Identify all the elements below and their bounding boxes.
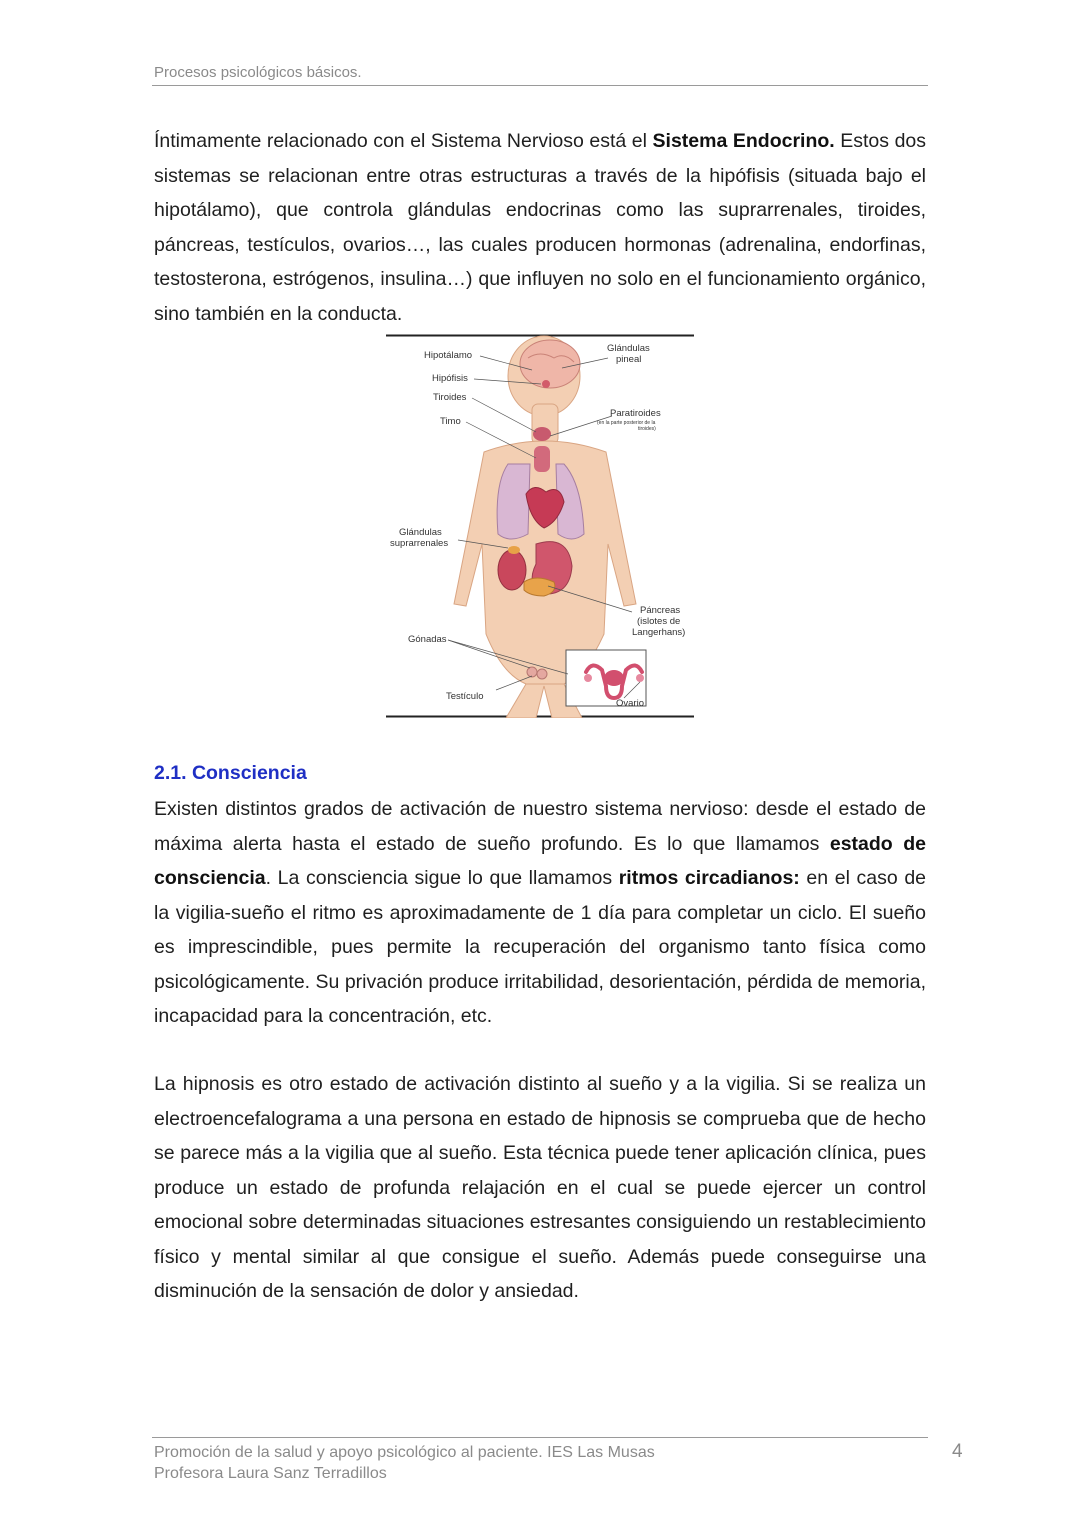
footer-line-1: Promoción de la salud y apoyo psicológico al paciente. IES Las Musas <box>154 1444 655 1461</box>
label-glandulas-pineal-2: pineal <box>616 354 642 365</box>
footer-line-2: Profesora Laura Sanz Terradillos <box>154 1465 387 1482</box>
page-footer <box>154 1442 655 1484</box>
label-suprarrenales-1: Glándulas <box>399 527 442 538</box>
brain-shape <box>520 340 580 388</box>
page-number: 4 <box>952 1441 963 1462</box>
intro-text-2: Estos dos sistemas se relacionan entre otras estructuras a través de la hipófisis (situada bajo el hipotálamo), que controla glándulas endocrinas como las suprarrenales, tiroides, páncreas, testículos, ovarios…, las cuales producen hormonas (adrenalina, endorfinas, testosterona, estrógenos, insulina…) que influyen no solo en el funcionamiento orgánico, sino también en la conducta. <box>154 130 927 325</box>
label-tiroides: Tiroides <box>433 392 467 403</box>
consciencia-paragraph <box>154 792 926 1034</box>
intro-bold-term: Sistema Endocrino. <box>652 130 835 152</box>
label-testiculo: Testículo <box>446 691 484 702</box>
hipnosis-paragraph <box>154 1067 926 1309</box>
label-hipotalamo: Hipotálamo <box>424 350 473 361</box>
testis-shape <box>527 667 537 677</box>
label-paratiroides-note-1: (en la parte posterior de la <box>597 420 656 426</box>
label-paratiroides: Paratiroides <box>610 408 661 419</box>
label-glandulas-pineal-1: Glándulas <box>607 343 650 354</box>
consciencia-text-3: en el caso de la vigilia-sueño el ritmo es aproximadamente de 1 día para completar un ciclo. El sueño es imprescindible, pues permite la recuperación del organismo tanto física como psicológicamente. Su privación produce irritabilidad, desorientación, pérdida de memoria, incapacidad para la concentración, etc. <box>154 867 927 1027</box>
thymus-shape <box>534 446 550 472</box>
label-pancreas-3: Langerhans) <box>632 627 686 638</box>
label-gonadas: Gónadas <box>408 634 447 645</box>
thyroid-shape <box>533 427 551 441</box>
label-pancreas-2: (islotes de <box>637 616 681 627</box>
page-header: Procesos psicológicos básicos. <box>154 64 362 81</box>
pituitary-shape <box>542 380 550 388</box>
endocrine-diagram <box>386 334 694 718</box>
hipnosis-text: La hipnosis es otro estado de activación distinto al sueño y a la vigilia. Si se realiza un electroencefalograma a una persona en estado de hipnosis se comprueba que de hecho se parece más a la vigilia que al sueño. Esta técnica puede tener aplicación clínica, pues produce un estado de profunda relajación en el cual se puede ejercer un control emocional sobre determinadas situaciones estresantes consiguiendo un restablecimiento físico y mental similar al que consigue el sueño. Además puede conseguirse una disminución de la sensación de dolor y ansiedad. <box>154 1073 926 1302</box>
consciencia-bold-1: estado de consciencia <box>154 832 926 889</box>
footer-divider <box>152 1437 928 1438</box>
label-hipofisis: Hipófisis <box>432 373 468 384</box>
consciencia-text-1: Existen distintos grados de activación de nuestro sistema nervioso: desde el estado de máxima alerta hasta el estado de sueño profundo. Es lo que llamamos <box>154 798 926 855</box>
label-paratiroides-note-2: tiroides) <box>638 426 656 432</box>
header-divider <box>152 85 928 86</box>
label-timo: Timo <box>440 416 461 427</box>
endocrine-system-figure <box>386 334 694 718</box>
label-suprarrenales-2: suprarrenales <box>390 538 449 549</box>
label-ovario: Ovario <box>616 698 644 709</box>
label-pancreas-1: Páncreas <box>640 605 681 616</box>
consciencia-bold-2: ritmos circadianos: <box>618 867 800 889</box>
kidney-shape <box>498 550 526 590</box>
section-heading: 2.1. Consciencia <box>154 762 307 784</box>
intro-text-1: Íntimamente relacionado con el Sistema Nervioso está el <box>154 130 653 152</box>
left-lung-shape <box>497 464 530 539</box>
adrenal-shape <box>508 546 520 554</box>
intro-paragraph <box>154 124 926 331</box>
consciencia-text-2: . La consciencia sigue lo que llamamos <box>265 867 619 889</box>
